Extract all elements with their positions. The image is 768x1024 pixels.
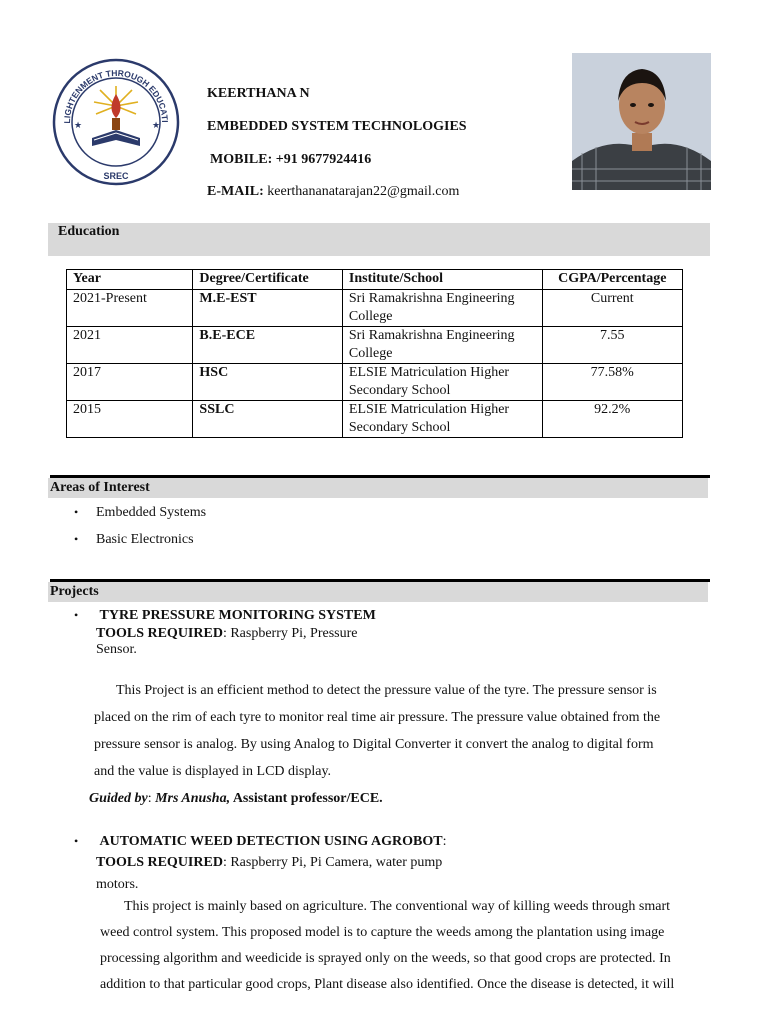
cell-degree: HSC — [193, 364, 342, 401]
table-header-row — [67, 270, 683, 290]
cell-year: 2015 — [67, 401, 193, 438]
bullet-icon: • — [74, 532, 79, 546]
project-tools — [96, 626, 358, 642]
table-row — [67, 401, 683, 438]
cell-score: Current — [542, 290, 682, 327]
guided-by: Guided by: Mrs Anusha, Assistant professor/ECE. — [89, 791, 383, 806]
list-item — [74, 505, 206, 521]
svg-text:★: ★ — [74, 120, 83, 130]
tools-value: : Raspberry Pi, Pressure — [222, 626, 358, 641]
guide-role: Assistant professor/ECE. — [230, 791, 383, 806]
cell-score: 92.2% — [542, 401, 682, 438]
cell-institute: ELSIE Matriculation Higher Secondary School — [342, 401, 542, 438]
cell-score: 77.58% — [542, 364, 682, 401]
projects-title: Projects — [50, 584, 99, 599]
tools-value: : Raspberry Pi, Pi Camera, water pump — [222, 855, 443, 870]
svg-text:★: ★ — [152, 120, 161, 130]
project-title: AUTOMATIC WEED DETECTION USING AGROBOT — [99, 834, 443, 849]
project-tools-wrap: Sensor. — [96, 642, 137, 657]
email-address: keerthananatarajan22@gmail.com — [267, 184, 460, 199]
projects-section-header — [48, 582, 708, 602]
table-row — [67, 364, 683, 401]
email-label: E-MAIL: — [207, 184, 264, 199]
col-header-score: CGPA/Percentage — [542, 270, 682, 290]
education-table — [66, 269, 683, 438]
guided-label: Guided by — [89, 791, 148, 806]
candidate-name: KEERTHANA N — [207, 86, 310, 101]
bullet-icon: • — [74, 608, 79, 622]
cell-institute: Sri Ramakrishna Engineering College — [342, 327, 542, 364]
cell-year: 2017 — [67, 364, 193, 401]
education-title: Education — [58, 224, 120, 239]
bullet-icon: • — [74, 505, 79, 519]
cell-institute: Sri Ramakrishna Engineering College — [342, 290, 542, 327]
col-header-year: Year — [67, 270, 193, 290]
project-item — [74, 608, 376, 624]
college-logo — [52, 58, 180, 186]
guide-name: Mrs Anusha, — [155, 791, 231, 806]
profile-photo — [572, 53, 711, 190]
cell-year: 2021 — [67, 327, 193, 364]
cell-institute: ELSIE Matriculation Higher Secondary School — [342, 364, 542, 401]
table-row — [67, 327, 683, 364]
interests-title: Areas of Interest — [50, 480, 150, 495]
table-row — [67, 290, 683, 327]
cell-degree: B.E-ECE — [193, 327, 342, 364]
project-description: This Project is an efficient method to detect the pressure value of the tyre. The pressure sensor is placed on the rim of each tyre to monitor real time air pressure. The pressure value obtained from the pressure sensor is analog. By using Analog to Digital Converter it convert the analog to digital form and the value is displayed in LCD display. — [94, 683, 661, 779]
interest-label: Embedded Systems — [96, 505, 207, 520]
mobile-number: MOBILE: +91 9677924416 — [210, 152, 372, 167]
logo-ring-abbrev: SREC — [103, 171, 129, 181]
project-tools-wrap: motors. — [96, 877, 139, 892]
logo-ring-text: LIGHTENMENT THROUGH EDUCATI — [61, 67, 171, 124]
tools-label: TOOLS REQUIRED — [96, 626, 223, 641]
interest-label: Basic Electronics — [96, 532, 194, 547]
cell-degree: M.E-EST — [193, 290, 342, 327]
bullet-icon: • — [74, 834, 79, 848]
col-header-institute: Institute/School — [342, 270, 542, 290]
cell-year: 2021-Present — [67, 290, 193, 327]
cell-score: 7.55 — [542, 327, 682, 364]
department: EMBEDDED SYSTEM TECHNOLOGIES — [207, 119, 467, 134]
project-title: TYRE PRESSURE MONITORING SYSTEM — [99, 608, 376, 623]
tools-label: TOOLS REQUIRED — [96, 855, 223, 870]
list-item — [74, 532, 194, 548]
project-tools — [96, 855, 442, 871]
col-header-degree: Degree/Certificate — [193, 270, 342, 290]
education-section-header — [48, 223, 710, 256]
project-description: This project is mainly based on agriculture. The conventional way of killing weeds through smart weed control system. This proposed model is to capture the weeds among the plantation using image processing algorithm and weedicide is sprayed only on the weeds, so that good crops are protected. In addition to that particular good crops, Plant disease also identified. Once the disease is detected, it will — [100, 899, 675, 992]
cell-degree: SSLC — [193, 401, 342, 438]
project-item: • AUTOMATIC WEED DETECTION USING AGROBOT: — [74, 834, 447, 849]
email-line — [207, 184, 459, 200]
